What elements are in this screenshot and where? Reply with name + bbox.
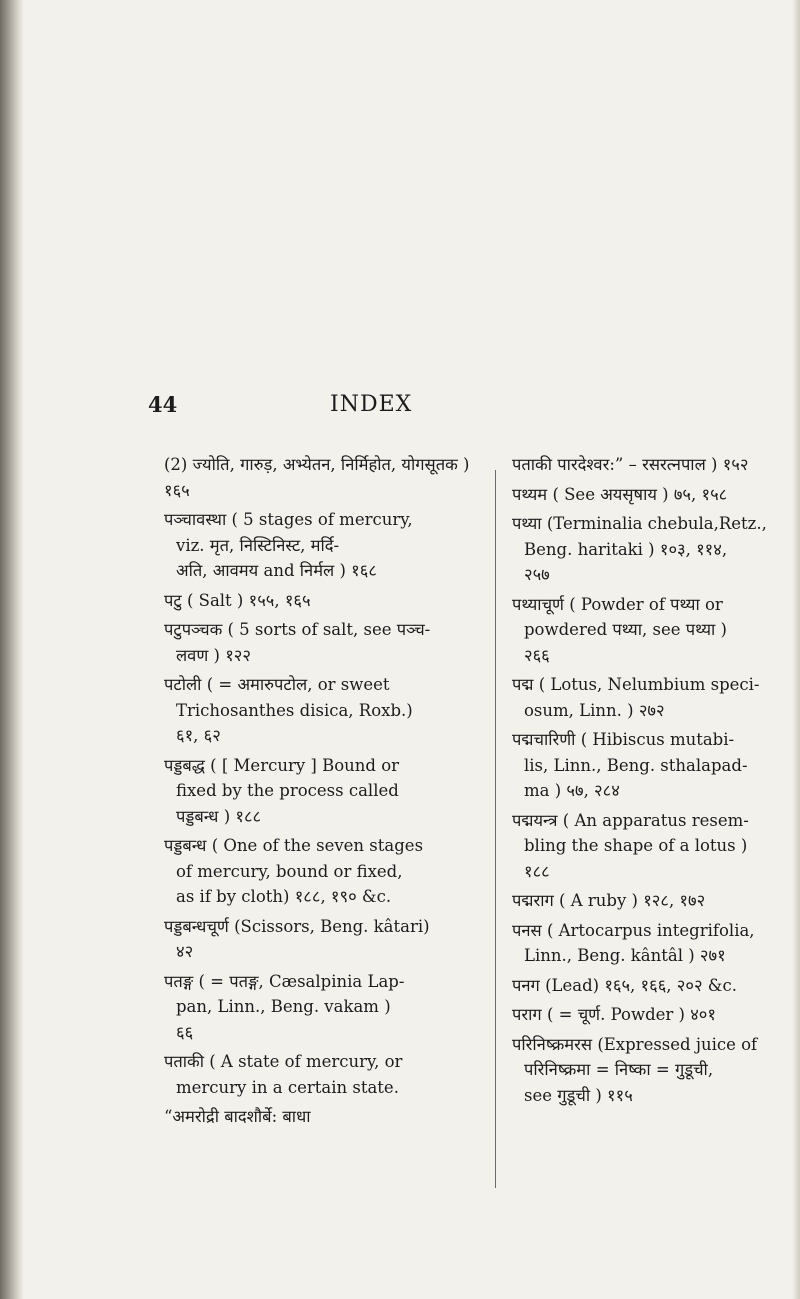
index-entry-continuation: pan, Linn., Beng. vakam ) — [176, 997, 391, 1016]
index-headword: परिनिष्क्रमरस — [512, 1034, 593, 1054]
index-headword: पड्डबन्धचूर्ण — [164, 916, 229, 936]
index-entry-gloss: ( Salt ) १५५, १६५ — [186, 590, 311, 610]
index-entry-first-line — [512, 973, 800, 999]
index-entry-first-line — [164, 507, 480, 533]
index-headword: पनस — [512, 920, 542, 940]
index-entry-continuation: ६१, ६२ — [176, 726, 221, 745]
index-entry-continuation: परिनिष्क्रमा = निष्का = गुडूची, — [524, 1060, 714, 1079]
index-entry-first-line — [164, 1104, 480, 1130]
index-entry — [512, 672, 800, 723]
index-entry-gloss: १५२ — [722, 455, 749, 474]
index-entry-first-line — [164, 452, 480, 503]
page-number: 44 — [148, 392, 178, 417]
index-headword: पथ्यम — [512, 484, 548, 504]
index-entry-gloss: (Terminalia chebula,Retz., — [546, 514, 767, 533]
index-entry-continuation: Linn., Beng. kântâl ) २७१ — [524, 946, 726, 965]
index-entry-first-line — [512, 592, 800, 618]
index-entry — [164, 833, 480, 910]
column-divider — [495, 470, 496, 1188]
index-entry-first-line — [512, 1032, 800, 1058]
index-entry — [512, 888, 800, 914]
index-entry-continuation: of mercury, bound or fixed, — [176, 861, 403, 881]
index-entry — [512, 1032, 800, 1109]
index-headword: (2) ज्योति, गारुड़, अभ्येतन, — [164, 455, 336, 474]
index-entry-first-line — [512, 672, 800, 698]
index-headword: पतङ्ग — [164, 971, 194, 991]
index-entry-continuation: Beng. haritaki ) १०३, ११४, — [524, 539, 728, 559]
index-entry-continuation: fixed by the process called — [176, 781, 399, 800]
index-entry-first-line — [512, 1002, 800, 1028]
index-headword: पद्मचारिणी — [512, 730, 576, 749]
index-entry-first-line — [512, 918, 800, 944]
index-entry — [512, 1002, 800, 1028]
index-entry — [512, 973, 800, 999]
index-headword: पद्म — [512, 675, 534, 694]
index-entry-continuation: bling the shape of a lotus ) — [524, 836, 748, 855]
index-entry-continuation: लवण ) १२२ — [176, 645, 251, 665]
index-headword: पनग — [512, 975, 540, 995]
index-entry-continuation: powdered पथ्या, see पथ्या ) — [524, 620, 727, 639]
index-entry-gloss: ( A state of mercury, or — [209, 1052, 403, 1071]
index-column-left — [164, 452, 480, 1134]
index-entry — [164, 914, 480, 965]
index-entry-continuation: २५७ — [524, 565, 550, 584]
index-entry-gloss: ( Hibiscus mutabi- — [580, 730, 735, 749]
index-entry — [512, 511, 800, 588]
index-entry-gloss: ( 5 stages of mercury, — [231, 510, 413, 529]
index-entry-gloss: ( A ruby ) १२८, १७२ — [559, 891, 706, 910]
index-headword: पताकी — [164, 1052, 204, 1071]
index-entry-continuation: ६६ — [176, 1022, 194, 1042]
index-entry — [164, 588, 480, 614]
book-binding-edge — [0, 0, 24, 1299]
index-headword: पथ्या — [512, 514, 542, 533]
index-entry — [164, 753, 480, 830]
index-entry-first-line — [164, 1049, 480, 1075]
index-entry-continuation: १८८ — [524, 861, 550, 881]
index-entry-continuation: २६६ — [524, 645, 550, 665]
index-entry-continuation: as if by cloth) १८८, १९० &c. — [176, 887, 392, 906]
index-headword: पटोली — [164, 675, 202, 694]
index-entry-gloss: (Expressed juice of — [597, 1034, 758, 1054]
index-entry-first-line — [164, 753, 480, 779]
index-column-right — [512, 452, 800, 1112]
index-entry-continuation: osum, Linn. ) २७२ — [524, 700, 665, 720]
index-entry-first-line — [164, 833, 480, 859]
index-headword: “अमरोद्री बादशौर्बे: बाधा — [164, 1107, 311, 1126]
index-entry-gloss: ( Powder of पथ्या or — [569, 594, 723, 614]
page-header — [0, 392, 800, 422]
index-entry — [164, 1104, 480, 1130]
index-entry — [164, 672, 480, 749]
index-entry-continuation: पड्डबन्ध ) १८८ — [176, 806, 262, 826]
index-entry-first-line — [164, 672, 480, 698]
index-entry-continuation: ma ) ५७, २८४ — [524, 781, 620, 800]
index-entry-gloss: ( See अयसृषाय ) ७५, १५८ — [552, 484, 728, 504]
index-headword: पटु — [164, 590, 182, 610]
index-headword: पद्मयन्त्र — [512, 810, 558, 830]
index-entry-first-line — [512, 482, 800, 508]
index-entry-first-line — [512, 452, 800, 478]
index-entry-gloss: निर्मिहोत, योगसूतक ) १६५ — [164, 455, 470, 500]
index-entry — [164, 617, 480, 668]
index-entry — [164, 507, 480, 584]
index-entry-continuation: Trichosanthes disica, Roxb.) — [176, 700, 413, 720]
index-entry-gloss: ( 5 sorts of salt, see पञ्च- — [227, 620, 431, 639]
index-entry-continuation: viz. मृत, निस्टिनिस्ट, मर्दि- — [176, 535, 340, 555]
index-entry-gloss: ( = चूर्ण. Powder ) ४०१ — [546, 1005, 716, 1024]
index-entry-first-line — [164, 617, 480, 643]
running-title: INDEX — [330, 392, 413, 417]
index-entry-first-line — [512, 727, 800, 753]
index-headword: पटुपञ्चक — [164, 620, 223, 639]
index-entry-continuation: lis, Linn., Beng. sthalapad- — [524, 755, 748, 775]
index-headword: पथ्याचूर्ण — [512, 594, 564, 614]
index-entry — [512, 452, 800, 478]
index-entry-first-line — [164, 588, 480, 614]
index-entry-gloss: (Scissors, Beng. kâtari) — [234, 916, 430, 936]
index-entry — [512, 808, 800, 885]
index-entry-continuation: mercury in a certain state. — [176, 1077, 399, 1097]
index-entry-gloss: ( One of the seven stages — [211, 836, 424, 855]
index-headword: पद्मराग — [512, 891, 554, 910]
index-entry-first-line — [164, 969, 480, 995]
index-headword: पड्डबद्ध — [164, 755, 205, 775]
index-entry-gloss: ( Artocarpus integrifolia, — [546, 920, 755, 940]
index-entry — [164, 452, 480, 503]
index-headword: पञ्चावस्था — [164, 510, 227, 529]
index-entry-continuation: see गुडूची ) ११५ — [524, 1085, 633, 1105]
index-entry-gloss: ( [ Mercury ] Bound or — [210, 755, 400, 775]
index-entry-first-line — [164, 914, 480, 940]
index-entry-continuation: अति, आवमय and निर्मल ) १६८ — [176, 561, 377, 580]
index-entry — [164, 969, 480, 1046]
index-entry — [512, 918, 800, 969]
index-entry-first-line — [512, 808, 800, 834]
index-entry-gloss: ( = अमारुपटोल, or sweet — [206, 675, 390, 694]
index-entry-gloss: ( = पतङ्ग, Cæsalpinia Lap- — [198, 971, 405, 991]
index-entry-gloss: ( An apparatus resem- — [562, 810, 749, 830]
index-entry-gloss: ( Lotus, Nelumbium speci- — [538, 675, 760, 694]
index-entry-continuation: ४२ — [176, 942, 194, 961]
index-entry — [512, 727, 800, 804]
index-entry-first-line — [512, 511, 800, 537]
index-headword: पराग — [512, 1005, 542, 1024]
index-entry-gloss: (Lead) १६५, १६६, २०२ &c. — [545, 975, 737, 995]
index-entry — [164, 1049, 480, 1100]
index-entry — [512, 592, 800, 669]
index-headword: पताकी पारदेश्वर:” – रसरत्नपाल ) — [512, 455, 718, 474]
index-entry-first-line — [512, 888, 800, 914]
index-headword: पड्डबन्ध — [164, 836, 207, 855]
index-entry — [512, 482, 800, 508]
